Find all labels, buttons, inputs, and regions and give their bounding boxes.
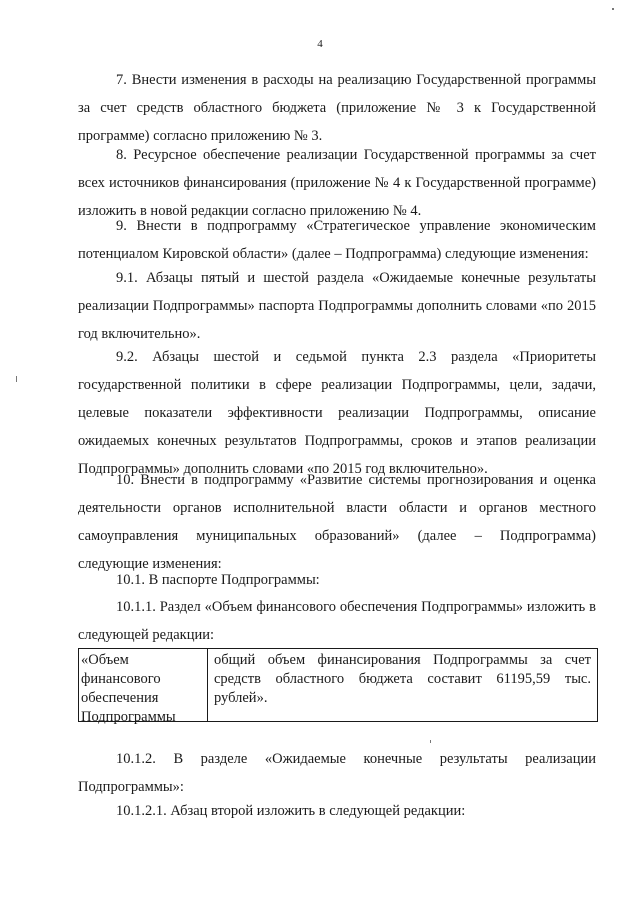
funding-table-label: «Объем финансового обеспечения Подпрограммы [79,649,208,721]
scan-speck [612,8,614,10]
funding-table [78,648,598,725]
page-number: 4 [317,38,323,50]
paragraph-9-1: 9.1. Абзацы пятый и шестой раздела «Ожидаемые конечные результаты реализации Подпрограммы» паспорта Подпрограммы дополнить словами «по 2015 год включительно». [78,270,596,342]
paragraph-10: 10. Внести в подпрограмму «Развитие системы прогнозирования и оценка деятельности органов исполнительной власти области и органов местного самоуправления муниципальных образований» (далее – Подпрограмма) следующие изменения: [78,472,596,572]
scan-speck [16,376,17,382]
paragraph-10-1-2-1: 10.1.2.1. Абзац второй изложить в следующей редакции: [116,803,466,819]
paragraph-10-1-1: 10.1.1. Раздел «Объем финансового обеспечения Подпрограммы» изложить в следующей редакции: [78,599,596,643]
paragraph-7: 7. Внести изменения в расходы на реализацию Государственной программы за счет средств областного бюджета (приложение № 3 к Государственной программе) согласно приложению № 3. [78,72,596,144]
paragraph-9-2: 9.2. Абзацы шестой и седьмой пункта 2.3 раздела «Приоритеты государственной политики в сфере реализации Подпрограммы, цели, задачи, целевые показатели эффективности реализации Подпрограммы, описание ожидаемых конечных результатов Подпрограммы, сроков и этапов реализации Подпрограммы» дополнить словами «по 2015 год включительно». [78,349,596,477]
scan-speck [430,740,431,743]
paragraph-8: 8. Ресурсное обеспечение реализации Государственной программы за счет всех источников финансирования (приложение № 4 к Государственной программе) изложить в новой редакции согласно приложению № 4. [78,147,596,219]
paragraph-9: 9. Внести в подпрограмму «Стратегическое управление экономическим потенциалом Кировской области» (далее – Подпрограмма) следующие изменения: [78,218,596,262]
paragraph-10-1-2: 10.1.2. В разделе «Ожидаемые конечные результаты реализации Подпрограммы»: [78,751,596,795]
paragraph-10-1: 10.1. В паспорте Подпрограммы: [116,572,320,588]
funding-table-value: общий объем финансирования Подпрограммы за счет средств областного бюджета составит 61195,59 тыс. рублей». [214,652,591,706]
